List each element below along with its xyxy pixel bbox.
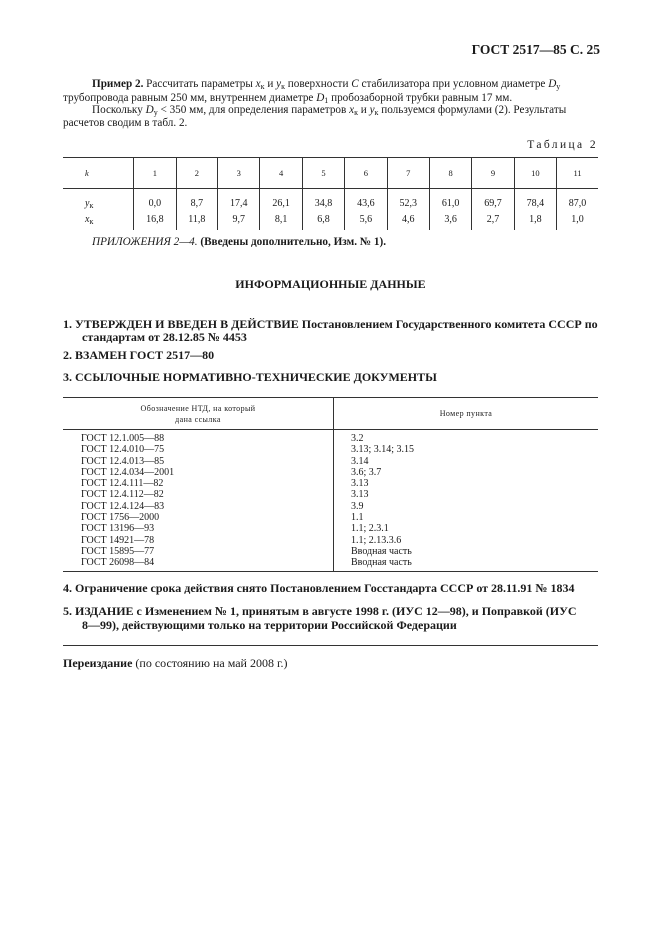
ntd-table bbox=[63, 397, 598, 572]
example-label: Пример 2. bbox=[92, 78, 144, 90]
table-row: ГОСТ 12.4.112—82 3.13 bbox=[63, 489, 598, 500]
section-4: 4. Ограничение срока действия снято Постановлением Госстандарта СССР от 28.11.91 № 1834 bbox=[63, 581, 575, 595]
example-line-3: Поскольку $D_у < 350$ мм, для определения параметров $x_к$ и $y_к$ пользуемся формулами (2). Результаты bbox=[92, 104, 567, 117]
example-line-1: Пример 2. Рассчитать параметры $x_к$ и $y_к$ поверхности С стабилизатора при условном диаметре $D_у$ bbox=[92, 78, 561, 91]
table-row: ГОСТ 12.4.111—82 3.13 bbox=[63, 478, 598, 489]
table2 bbox=[63, 157, 598, 230]
ntd-col2-header: Номер пункта bbox=[334, 398, 599, 430]
table-row: ГОСТ 13196—93 1.1; 2.3.1 bbox=[63, 523, 598, 534]
table2-header-row: k 1 2 3 4 5 6 7 8 9 10 11 bbox=[63, 158, 598, 189]
reissue-note: Переиздание (по состоянию на май 2008 г.) bbox=[63, 656, 288, 670]
section-1-line-2: стандартам от 28.12.85 № 4453 bbox=[82, 330, 247, 344]
table2-k-label: k bbox=[63, 158, 134, 189]
table2-caption: Таблица 2 bbox=[527, 139, 598, 151]
ntd-col1-header: Обозначение НТД, на который дана ссылка bbox=[63, 398, 334, 430]
table-row: ГОСТ 12.4.034—2001 3.6; 3.7 bbox=[63, 467, 598, 478]
appendix-note: ПРИЛОЖЕНИЯ 2—4. (Введены дополнительно, Изм. № 1). bbox=[92, 236, 387, 248]
example-line-2: трубопровода равным 250 мм, внутреннем диаметре $D_1$ пробозаборной трубки равным 17 мм. bbox=[63, 92, 513, 105]
info-title: ИНФОРМАЦИОННЫЕ ДАННЫЕ bbox=[235, 277, 426, 291]
section-5-line-1: 5. ИЗДАНИЕ с Изменением № 1, принятым в августе 1998 г. (ИУС 12—98), и Поправкой (ИУС bbox=[63, 604, 577, 618]
section-2: 2. ВЗАМЕН ГОСТ 2517—80 bbox=[63, 348, 215, 362]
table-row: ГОСТ 1756—2000 1.1 bbox=[63, 512, 598, 523]
table-row: ГОСТ 12.4.124—83 3.9 bbox=[63, 501, 598, 512]
example-line-4: расчетов сводим в табл. 2. bbox=[63, 117, 188, 129]
table-row: ГОСТ 12.1.005—88 3.2 bbox=[63, 430, 598, 445]
page-header: ГОСТ 2517—85 С. 25 bbox=[471, 42, 600, 57]
table-row: ГОСТ 15895—77 Вводная часть bbox=[63, 546, 598, 557]
separator-line bbox=[63, 645, 598, 646]
table-row: ГОСТ 12.4.013—85 3.14 bbox=[63, 456, 598, 467]
table2-xk-label: $x_к$ bbox=[85, 214, 94, 226]
table2-xk-row: $x_к$ 16,8 11,8 9,7 8,1 6,8 5,6 4,6 3,6 2,7 1,8 1,0 bbox=[63, 209, 598, 230]
table-row: ГОСТ 14921—78 1.1; 2.13.3.6 bbox=[63, 535, 598, 546]
section-1-line-1: 1. УТВЕРЖДЕН И ВВЕДЕН В ДЕЙСТВИЕ Постановлением Государственного комитета СССР по bbox=[63, 317, 598, 331]
section-3: 3. ССЫЛОЧНЫЕ НОРМАТИВНО-ТЕХНИЧЕСКИЕ ДОКУМЕНТЫ bbox=[63, 370, 437, 384]
table-row: ГОСТ 12.4.010—75 3.13; 3.14; 3.15 bbox=[63, 444, 598, 455]
table2-yk-row: $y_к$ 0,0 8,7 17,4 26,1 34,8 43,6 52,3 61,0 69,7 78,4 87,0 bbox=[63, 189, 598, 210]
ntd-header-row bbox=[63, 398, 598, 430]
table2-yk-label: $y_к$ bbox=[85, 198, 94, 210]
table-row: ГОСТ 26098—84 Вводная часть bbox=[63, 557, 598, 571]
section-5-line-2: 8—99), действующими только на территории Российской Федерации bbox=[82, 618, 457, 632]
